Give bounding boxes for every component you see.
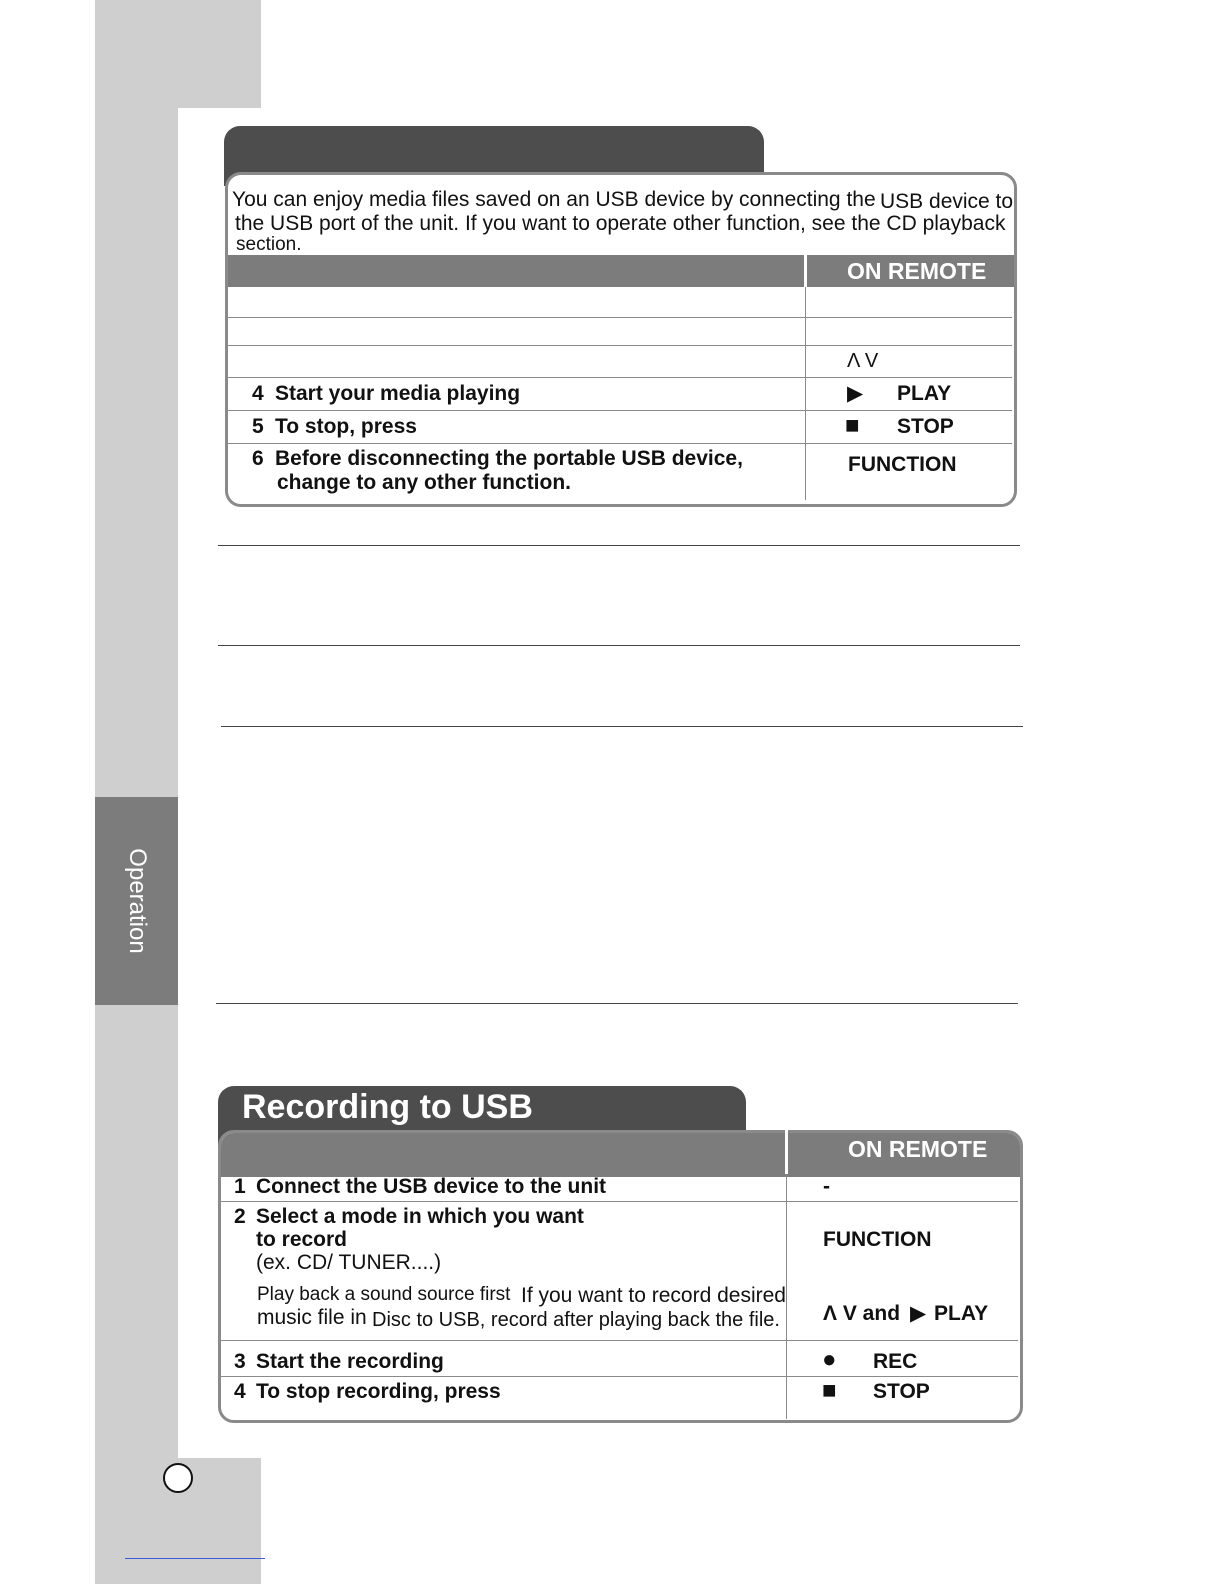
rec-row-2-note-2b: Disc to USB, record after playing back the file. — [372, 1309, 780, 1331]
stop-icon: ■ — [822, 1377, 837, 1404]
recording-header-divider — [785, 1130, 788, 1174]
intro-line-1: You can enjoy media files saved on an USB device by connecting the — [232, 188, 876, 211]
rec-row-2-remote-2-prefix: Λ V and — [823, 1302, 901, 1325]
rec-row-line — [221, 1340, 1018, 1341]
usb-row-6-text-2: change to any other function. — [277, 471, 572, 494]
rec-row-line — [221, 1201, 1018, 1202]
usb-row-line — [228, 345, 1012, 346]
usb-row-line — [228, 317, 1012, 318]
record-icon: ● — [822, 1346, 837, 1373]
play-icon: ▶ — [910, 1302, 927, 1325]
rec-row-2-note-1b: If you want to record desired — [521, 1284, 786, 1307]
stop-icon: ■ — [845, 412, 860, 439]
section-divider — [218, 645, 1020, 646]
rec-row-2-note-2a: music file in — [257, 1306, 367, 1329]
usb-row-line — [228, 410, 1012, 411]
usb-row-5-text: To stop, press — [275, 415, 417, 438]
rec-row-2-note-1a: Play back a sound source first — [257, 1284, 511, 1305]
rec-row-2-remote: FUNCTION — [823, 1228, 932, 1251]
usb-row-6-remote: FUNCTION — [848, 453, 957, 476]
usb-playback-header-divider — [804, 255, 807, 287]
rec-row-3-text: Start the recording — [256, 1350, 444, 1373]
usb-row-4-text: Start your media playing — [275, 382, 521, 405]
rec-row-1-num: 1 — [234, 1175, 246, 1198]
rec-row-1-text: Connect the USB device to the unit — [256, 1175, 607, 1198]
intro-line-3: section. — [236, 234, 302, 255]
rec-row-2-num: 2 — [234, 1205, 246, 1228]
rec-row-3-remote: REC — [873, 1350, 918, 1373]
usb-row-4-remote: PLAY — [897, 382, 952, 405]
recording-title: Recording to USB — [242, 1088, 533, 1126]
play-icon: ▶ — [847, 382, 864, 405]
bottom-link-line — [125, 1558, 265, 1559]
usb-row-4-num: 4 — [252, 382, 264, 405]
intro-line-1b: USB device to — [880, 190, 1014, 213]
section-divider — [216, 1003, 1018, 1004]
usb-row-line — [228, 377, 1012, 378]
usb-row-6-num: 6 — [252, 447, 264, 470]
page-number-circle — [163, 1463, 193, 1493]
recording-remote-header: ON REMOTE — [848, 1136, 988, 1162]
usb-row-5-remote: STOP — [897, 415, 954, 438]
side-bar-top — [95, 0, 261, 108]
rec-row-2-text-2: to record — [256, 1228, 348, 1251]
rec-row-2-text: Select a mode in which you want — [256, 1205, 584, 1228]
rec-row-1-remote: - — [823, 1175, 830, 1198]
intro-line-2: the USB port of the unit. If you want to operate other function, see the CD playback — [235, 212, 1006, 235]
rec-row-4-num: 4 — [234, 1380, 246, 1403]
section-divider — [218, 545, 1020, 546]
usb-playback-column-divider — [805, 287, 806, 500]
rec-row-3-num: 3 — [234, 1350, 246, 1373]
usb-row-line — [228, 443, 1012, 444]
rec-row-4-text: To stop recording, press — [256, 1380, 501, 1403]
usb-row-6-text: Before disconnecting the portable USB device, — [275, 447, 743, 470]
rec-row-2-text-3: (ex. CD/ TUNER....) — [256, 1251, 442, 1274]
operation-side-tab-label: Operation — [124, 848, 151, 954]
rec-row-2-remote-2: PLAY — [934, 1302, 989, 1325]
usb-row-5-num: 5 — [252, 415, 264, 438]
usb-playback-remote-header: ON REMOTE — [847, 258, 987, 284]
usb-row-3-remote: Λ V — [847, 350, 879, 372]
section-divider — [221, 726, 1023, 727]
rec-row-line — [221, 1376, 1018, 1377]
rec-row-4-remote: STOP — [873, 1380, 930, 1403]
recording-column-divider — [786, 1174, 787, 1419]
operation-side-tab — [95, 797, 178, 1005]
